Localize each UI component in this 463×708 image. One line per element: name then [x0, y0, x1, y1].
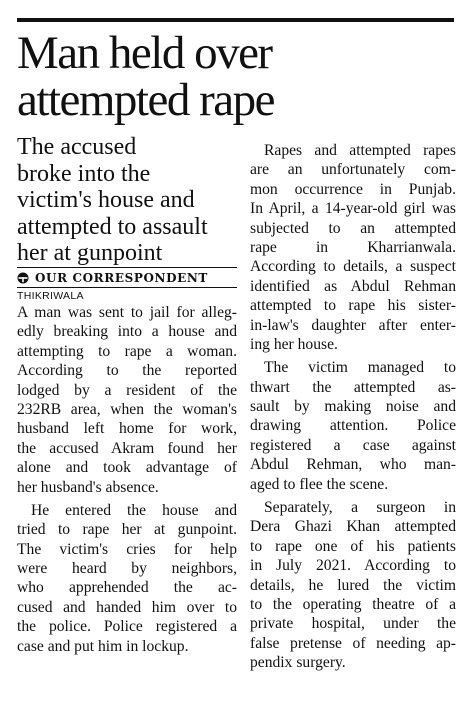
top-rule: [17, 18, 454, 22]
text-line: subjected to an attempted: [250, 219, 456, 237]
text-line: edly breaking into a house and: [17, 323, 237, 341]
text-line: In April, a 14-year-old girl was: [250, 200, 456, 218]
text-line: The victim managed to: [264, 359, 456, 377]
headline: [17, 27, 457, 126]
text-line: drawing attention. Police: [250, 417, 456, 435]
paragraph: [250, 498, 456, 673]
text-line: Abdul Rehman, who man-: [250, 456, 456, 474]
headline-line: attempted rape: [17, 74, 274, 126]
byline: [17, 269, 237, 286]
text-line: Separately, a surgeon in: [264, 499, 456, 517]
deck-line: The accused: [17, 134, 137, 160]
text-line: 232RB area, when the woman's: [17, 400, 237, 418]
text-line: case and put him in lockup.: [17, 637, 189, 655]
text-line: sault by making noise and: [250, 398, 456, 416]
text-line: her husband's absence.: [17, 478, 159, 496]
byline-author: OUR CORRESPONDENT: [35, 270, 208, 285]
deck-line: her at gunpoint: [17, 240, 163, 266]
left-column: [17, 303, 237, 656]
paragraph: [250, 141, 456, 354]
deck-line: attempted to assault: [17, 213, 208, 240]
text-line: private hospital, under the: [250, 615, 456, 633]
text-line: lodged by a resident of the: [17, 381, 237, 399]
text-line: to rape one of his patients: [250, 537, 456, 555]
text-line: Dera Ghazi Khan attempted: [250, 518, 456, 536]
text-line: husband left home for work,: [17, 420, 237, 438]
text-line: in July 2021. According to: [250, 557, 456, 575]
text-line: attempted to rape his sister-: [250, 297, 456, 315]
text-line: Rapes and attempted rapes: [264, 142, 456, 159]
text-line: According to the reported: [17, 362, 237, 380]
dateline: THIKRIWALA: [17, 290, 84, 302]
text-line: thwart the attempted as-: [250, 378, 456, 396]
text-line: cused and handed him over to: [17, 598, 237, 616]
text-line: aged to flee the scene.: [250, 475, 389, 493]
text-line: pendix surgery.: [250, 654, 346, 672]
deck: [17, 134, 237, 267]
text-line: the police. Police registered a: [17, 618, 237, 636]
headline-line: Man held over: [17, 27, 272, 79]
text-line: are an unfortunately com-: [250, 161, 456, 179]
text-line: He entered the house and: [31, 501, 237, 519]
text-line: tried to rape her at gunpoint.: [17, 521, 237, 539]
deck-line: broke into the: [17, 160, 151, 187]
text-line: were heard by neighbors,: [17, 560, 237, 578]
text-line: in-law's daughter after enter-: [250, 316, 456, 334]
text-line: alone and took advantage of: [17, 459, 237, 477]
text-line: attempting to rape a woman.: [17, 342, 237, 360]
text-line: registered a case against: [250, 436, 456, 454]
dot-logo-icon: [17, 272, 29, 284]
deck-line: victim's house and: [17, 187, 195, 213]
byline-top-rule: [17, 267, 237, 268]
byline-bottom-rule: [17, 287, 237, 288]
text-line: mon occurrence in Punjab.: [250, 180, 456, 198]
text-line: A man was sent to jail for alleg-: [17, 304, 237, 321]
right-column: [250, 141, 456, 673]
text-line: ing her house.: [250, 335, 338, 353]
text-line: The victim's cries for help: [17, 540, 237, 558]
paragraph: [17, 501, 237, 656]
paragraph: [250, 358, 456, 494]
text-line: to the operating theatre of a: [250, 595, 456, 613]
text-line: the accused Akram found her: [17, 439, 237, 457]
text-line: identified as Abdul Rehman: [250, 277, 456, 295]
text-line: false pretense of needing ap-: [250, 634, 456, 652]
text-line: According to details, a suspect: [250, 258, 456, 276]
text-line: details, he lured the victim: [250, 576, 456, 594]
text-line: who apprehended the ac-: [17, 579, 237, 597]
text-line: rape in Kharrianwala.: [250, 238, 456, 256]
paragraph: [17, 303, 237, 497]
